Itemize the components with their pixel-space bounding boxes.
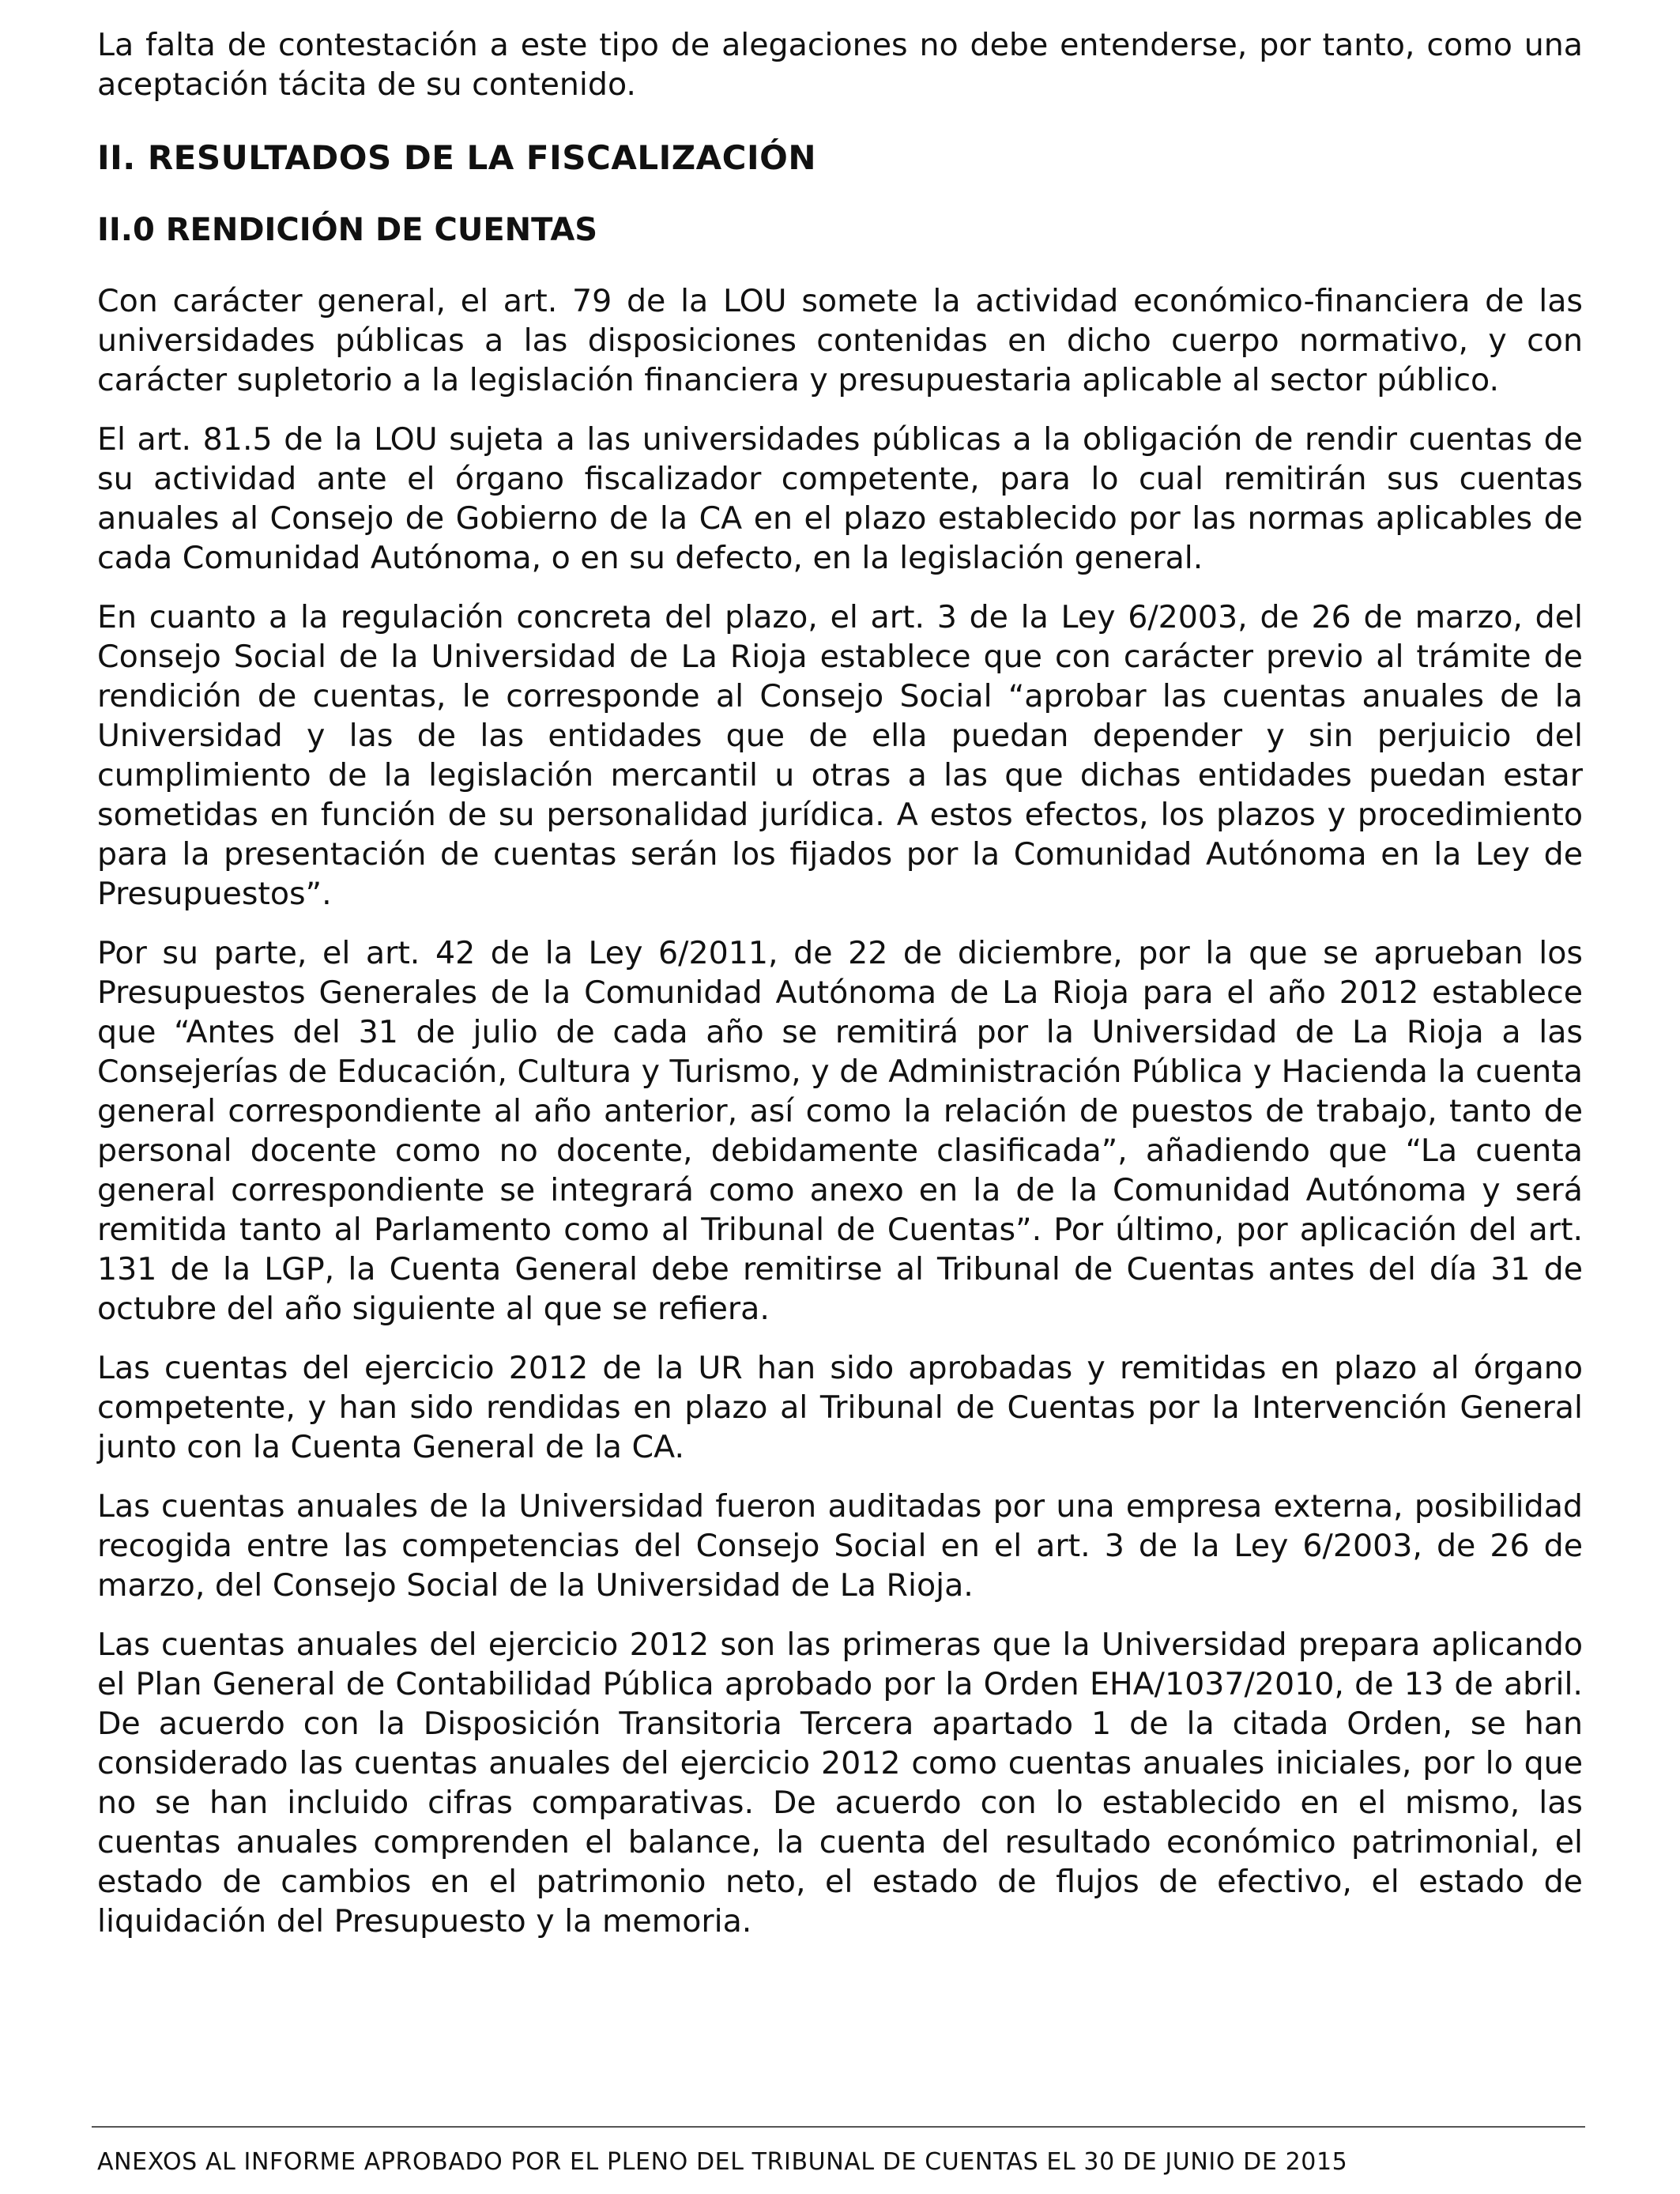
paragraph-art-79: Con carácter general, el art. 79 de la LOU somete la actividad económico-financiera de las universidades públicas a las disposiciones contenidas en dicho cuerpo normativo, y con carácter supletorio a la legislación financiera y presupuestaria aplicable al sector público. [97, 283, 1583, 398]
subsection-heading: II.0 RENDICIÓN DE CUENTAS [97, 212, 598, 248]
footer-caption: ANEXOS AL INFORME APROBADO POR EL PLENO DEL TRIBUNAL DE CUENTAS EL 30 DE JUNIO DE 2015 [97, 2148, 1348, 2176]
footer-divider [92, 2126, 1585, 2128]
paragraph-art-81-5: El art. 81.5 de la LOU sujeta a las universidades públicas a la obligación de rendir cuentas de su actividad ante el órgano fiscalizador competente, para lo cual remitirán sus cuentas anuales al Consejo de Gobierno de la CA en el plazo establecido por las normas aplicables de cada Comunidad Autónoma, o en su defecto, en la legislación general. [97, 421, 1583, 576]
document-body [97, 25, 1583, 1961]
paragraph-cuentas-2012-plazo: Las cuentas del ejercicio 2012 de la UR han sido aprobadas y remitidas en plazo al órgano competente, y han sido rendidas en plazo al Tribunal de Cuentas por la Intervención General junto con la Cuenta General de la CA. [97, 1350, 1583, 1465]
paragraph-ley-6-2003: En cuanto a la regulación concreta del plazo, el art. 3 de la Ley 6/2003, de 26 de marzo, del Consejo Social de la Universidad de La Rioja establece que con carácter previo al trámite de rendición de cuentas, le corresponde al Consejo Social “aprobar las cuentas anuales de la Universidad y las de las entidades que de ella puedan depender y sin perjuicio del cumplimiento de la legislación mercantil u otras a las que dichas entidades puedan estar sometidas en función de su personalidad jurídica. A estos efectos, los plazos y procedimiento para la presentación de cuentas serán los fijados por la Comunidad Autónoma en la Ley de Presupuestos”. [97, 599, 1583, 912]
intro-paragraph: La falta de contestación a este tipo de alegaciones no debe entenderse, por tanto, como una aceptación tácita de su contenido. [97, 27, 1583, 103]
section-heading: II. RESULTADOS DE LA FISCALIZACIÓN [97, 138, 816, 177]
paragraph-pgcp: Las cuentas anuales del ejercicio 2012 son las primeras que la Universidad prepara aplicando el Plan General de Contabilidad Pública aprobado por la Orden EHA/1037/2010, de 13 de abril. De acuerdo con la Disposición Transitoria Tercera apartado 1 de la citada Orden, se han considerado las cuentas anuales del ejercicio 2012 como cuentas anuales iniciales, por lo que no se han incluido cifras comparativas. De acuerdo con lo establecido en el mismo, las cuentas anuales comprenden el balance, la cuenta del resultado económico patrimonial, el estado de cambios en el patrimonio neto, el estado de flujos de efectivo, el estado de liquidación del Presupuesto y la memoria. [97, 1627, 1583, 1940]
paragraph-auditoria-externa: Las cuentas anuales de la Universidad fueron auditadas por una empresa externa, posibilidad recogida entre las competencias del Consejo Social en el art. 3 de la Ley 6/2003, de 26 de marzo, del Consejo Social de la Universidad de La Rioja. [97, 1488, 1583, 1604]
paragraph-ley-6-2011: Por su parte, el art. 42 de la Ley 6/2011, de 22 de diciembre, por la que se aprueban los Presupuestos Generales de la Comunidad Autónoma de La Rioja para el año 2012 establece que “Antes del 31 de julio de cada año se remitirá por la Universidad de La Rioja a las Consejerías de Educación, Cultura y Turismo, y de Administración Pública y Hacienda la cuenta general correspondiente al año anterior, así como la relación de puestos de trabajo, tanto de personal docente como no docente, debidamente clasificada”, añadiendo que “La cuenta general correspondiente se integrará como anexo en la de la Comunidad Autónoma y será remitida tanto al Parlamento como al Tribunal de Cuentas”. Por último, por aplicación del art. 131 de la LGP, la Cuenta General debe remitirse al Tribunal de Cuentas antes del día 31 de octubre del año siguiente al que se refiera. [97, 935, 1583, 1327]
